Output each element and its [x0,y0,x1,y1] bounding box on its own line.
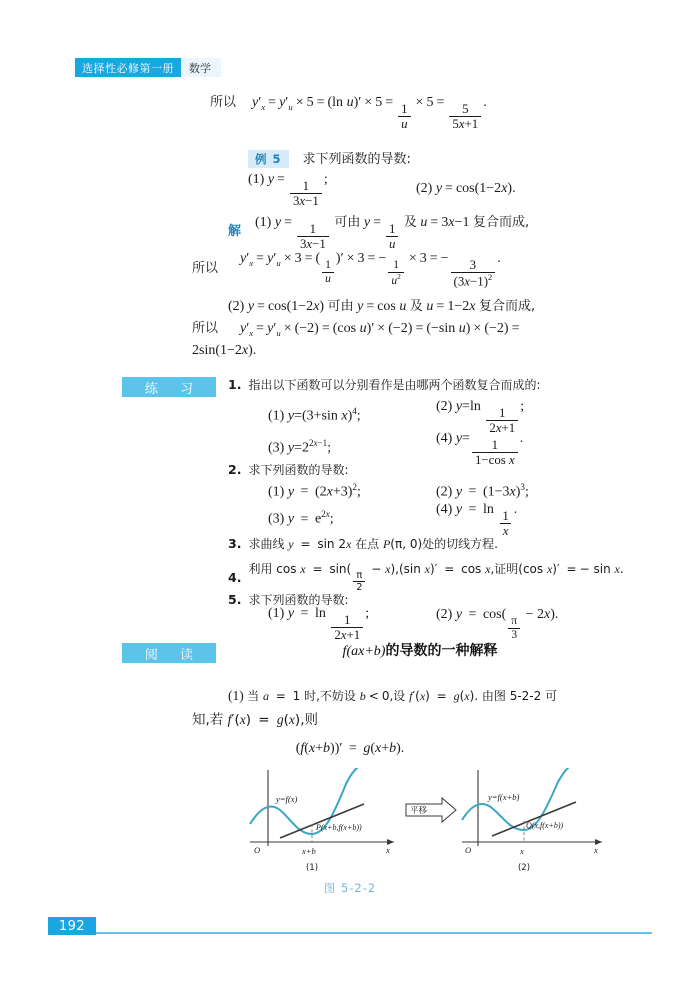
solution-2-body: (2) y = cos(1−2x) 可由 y = cos u 及 u = 1−2x 复合而成, [228,299,536,314]
practice-problem-4-number: 4. [228,569,242,585]
p1-item-2: (2) y=ln $\frac{1}{2x+1}$ ; [436,398,525,436]
solution-1-tag: (1) [255,215,272,230]
left-curve-label: y=f(x) [276,794,298,804]
example-item-2-tag: (2) [416,181,433,197]
left-tangent-line [280,804,364,838]
solution-2-row [228,296,535,318]
reading-paragraph [228,684,610,709]
intro-suoyi-label: 所以 [210,95,237,110]
reading-paragraph-line-2-row [192,708,612,733]
p2-item-3: (3) $y = e^{2x}$; [268,509,334,527]
solution-1-text-c: 复合而成, [472,215,530,230]
solution-1-formula-row [192,248,501,290]
p5-item-1: (1) y = ln $\frac{1}{2x+1}$ ; [268,605,370,643]
left-x-tick-label: x+b [302,846,316,856]
reading-title-cjk: 的导数的一种解释 [385,643,498,659]
page-footer [48,917,652,939]
solution-2-formula: $y'_x = y'_u \times (-2) = (\cos$ u)′ × (−2) = (−sin u) × (−2) = [240,321,520,338]
solution-2-text-c: 复合而成, [478,299,536,314]
example-item-1: (1) y = $\frac{1}{3x-1}$ ; [248,171,328,209]
practice-problem-3-number: 3. [228,536,242,551]
practice-problem-4 [228,560,624,594]
right-x-tick-label: x [520,846,524,856]
figure-panel-left [250,768,394,873]
figure-svg [246,768,606,876]
example-item-1-tag: (1) [248,171,265,187]
p1-item-3: (3) $y=2^{2x-1}$; [268,438,332,456]
practice-problem-5-stem: 求下列函数的导数: [248,593,349,607]
solution-1-text-b: 及 [403,215,417,230]
solution-1-text-a: 可由 [334,215,361,230]
translate-arrow-group [406,798,456,822]
reading-section-label: 阅 读 [122,643,216,663]
reading-paragraph-line-2: 知,若 f′(x) = g(x),则 [192,712,318,728]
practice-problem-1 [228,376,541,393]
practice-problem-3 [228,535,498,552]
reading-paragraph-line-1: (1) 当 a = 1 时,不妨设 b < 0,设 f′(x) = g(x). 由图 5-2-2 可 [228,688,558,703]
practice-problem-2-items [268,479,608,539]
solution-1-body: (1) y = $\frac{1}{3x-1}$ 可由 y = $\frac{1}{u}$ 及 u = 3x−1 复合而成, [255,215,530,252]
intro-formula-row [210,92,487,133]
footer-rule [96,932,652,934]
reading-title [230,640,610,660]
figure-5-2-2 [246,768,606,876]
reading-title-math: f(ax+b) [342,644,386,659]
practice-problem-3-stem: 求曲线 y = sin 2x 在点 P(π, 0)处的切线方程. [248,537,498,551]
series-badge: 选择性必修第一册 [75,58,181,77]
solution-1-row [228,212,529,253]
example-prompt: 求下列函数的导数: [302,152,411,167]
reading-display-formula: (f(x+b))′ = g(x+b). [295,741,405,756]
p1-item-1: (1) y=(3+sin x)$^4$; [268,406,361,424]
p2-item-2: (2) $y = (1-3x)^3$; [436,481,529,500]
practice-problem-2-number: 2. [228,462,242,477]
solution-2-text-a: 可由 [327,299,354,314]
solution-2-formula-row [192,318,522,340]
example-items [248,171,608,209]
left-point-label: P(x+b,f(x+b)) [316,823,362,832]
practice-section-label: 练 习 [122,377,216,397]
left-origin-label: O [254,845,261,855]
practice-problem-1-items [268,398,608,468]
solution-2-suoyi: 所以 [192,321,219,336]
solution-1-suoyi: 所以 [192,260,219,276]
figure-panel-right [462,768,602,873]
practice-problem-2 [228,461,349,478]
right-point-label: Q(x,f(x+b)) [526,821,564,830]
solution-2-formula-cont: 2sin(1−2x). [192,343,257,358]
right-x-axis-label: x [594,845,598,855]
right-origin-label: O [465,845,472,855]
figure-caption: 图 5-2-2 [323,881,377,895]
practice-problem-1-stem: 指出以下函数可以分别看作是由哪两个函数复合而成的: [248,378,541,392]
practice-problem-1-number: 1. [228,377,242,392]
solution-2-tag: (2) [228,299,245,314]
example-badge: 例 5 [248,150,289,168]
intro-formula: $y'_x = y'_u \times 5 = (\ln$ u)′ × 5 = $\frac{1}{u}$ × 5 = $\frac{5}{5x+1}$ . [252,95,487,132]
subject-label: 数学 [181,58,221,77]
p5-item-2: (2) y = cos( $\frac{\pi}{3}$ − 2x). [436,606,559,641]
p2-item-1: (1) $y = (2x+3)^2$; [268,481,361,500]
solution-2-formula-cont-row [192,340,256,362]
translate-arrow-label: 平移 [410,806,428,816]
reading-para-tag: (1) [228,688,244,703]
left-x-axis-label: x [386,845,390,855]
example-item-2: (2) y = cos(1−2x). [416,181,516,197]
solution-2-text-b: 及 [409,299,423,314]
right-curve-label: y=f(x+b) [488,792,520,802]
practice-problem-5-number: 5. [228,592,242,607]
practice-problem-5-items [268,605,608,643]
right-sub-caption: (2) [517,863,531,873]
solution-label: 解 [228,224,242,240]
solution-1-formula: $y'_x = y'_u \times 3$ = ( $\frac{1}{u}$ )′ × 3 = − $\frac{1}{u^2}$ × 3 = − $\frac{3}{(3x-1)^2}$ . [240,251,501,289]
left-sub-caption: (1) [305,863,319,873]
practice-problem-4-stem: 利用 cos x = sin( $\frac{\pi}{2}$ − x),(sin x)′ = cos x,证明(cos x)′ = − sin x. [248,562,624,594]
practice-problem-2-stem: 求下列函数的导数: [248,463,349,477]
page-header [75,58,221,77]
p2-item-4: (4) y = ln $\frac{1}{x}$ . [436,501,518,539]
page-number: 192 [48,917,96,935]
example-heading [248,148,411,168]
p1-item-4: (4) y= $\frac{1}{\text{1−cos x}}$ . [436,430,524,468]
